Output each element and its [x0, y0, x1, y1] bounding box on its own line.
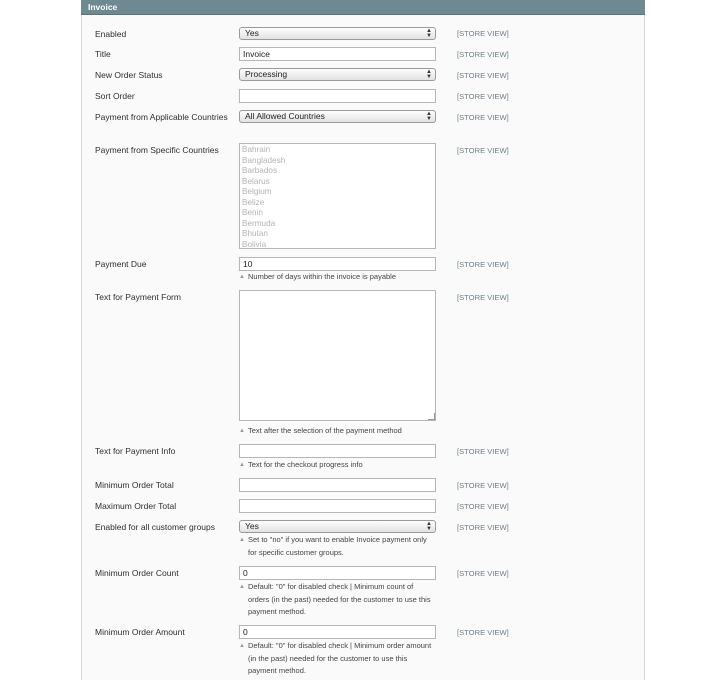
payment-info-text-note-text: Text for the checkout progress info: [248, 460, 363, 469]
sort-order-input[interactable]: [239, 89, 436, 103]
note-line: Set to "no" if you want to enable Invoice payment only: [248, 535, 427, 544]
note-arrow-icon: ▲: [239, 537, 245, 543]
country-option[interactable]: Belize: [242, 197, 265, 207]
max-order-total-scope: [STORE VIEW]: [457, 502, 509, 511]
country-option[interactable]: Bermuda: [242, 218, 276, 228]
country-option[interactable]: Benin: [242, 208, 263, 217]
note-line: Default: "0" for disabled check | Minimum count of: [248, 582, 414, 591]
min-order-amount-scope: [STORE VIEW]: [457, 628, 509, 637]
max-order-total-label: Maximum Order Total: [95, 501, 177, 511]
min-order-count-note: [239, 581, 443, 619]
min-order-amount-note: [239, 640, 443, 678]
payment-form-text-label: Text for Payment Form: [95, 292, 181, 302]
note-arrow-icon: ▲: [239, 428, 245, 434]
country-option[interactable]: Bahrain: [242, 145, 271, 154]
note-arrow-icon: ▲: [239, 462, 245, 468]
note-line: orders (in the past) needed for the customer to use this: [248, 594, 431, 604]
all-customer-groups-value: Yes: [245, 521, 259, 531]
section-header-invoice[interactable]: [81, 0, 645, 15]
note-line: (in the past) needed for the customer to use this: [248, 653, 408, 663]
applicable-countries-scope: [STORE VIEW]: [457, 113, 509, 122]
min-order-count-label: Minimum Order Count: [95, 568, 179, 578]
select-arrows-icon: ▲ ▼: [426, 521, 432, 532]
payment-due-note: [239, 271, 443, 284]
select-arrows-icon: ▲ ▼: [426, 111, 432, 122]
payment-form-text-note-text: Text after the selection of the payment method: [248, 426, 402, 435]
payment-info-text-input[interactable]: [239, 444, 436, 458]
note-arrow-icon: ▲: [239, 643, 245, 649]
sort-order-label: Sort Order: [95, 91, 135, 101]
note-line: payment method.: [248, 607, 306, 616]
select-arrows-icon: ▲ ▼: [426, 28, 432, 39]
select-arrows-icon: ▲ ▼: [426, 69, 432, 80]
payment-due-input[interactable]: 10: [239, 257, 436, 271]
payment-due-scope: [STORE VIEW]: [457, 260, 509, 269]
note-line: for specific customer groups.: [248, 547, 344, 557]
sort-order-scope: [STORE VIEW]: [457, 92, 509, 101]
new-order-status-select[interactable]: [239, 68, 436, 81]
max-order-total-input[interactable]: [239, 499, 436, 513]
resize-grip-icon[interactable]: [428, 413, 435, 420]
new-order-status-value: Processing: [245, 69, 288, 79]
min-order-count-input[interactable]: 0: [239, 566, 436, 580]
title-label: Title: [95, 49, 111, 59]
specific-countries-multiselect[interactable]: [239, 143, 436, 249]
min-order-count-scope: [STORE VIEW]: [457, 569, 509, 578]
payment-info-text-scope: [STORE VIEW]: [457, 447, 509, 456]
payment-info-text-note: [239, 459, 443, 472]
note-line: payment method.: [248, 666, 306, 675]
min-order-total-scope: [STORE VIEW]: [457, 481, 509, 490]
country-option[interactable]: Bangladesh: [242, 155, 286, 165]
country-option[interactable]: Belgium: [242, 187, 272, 196]
section-title: Invoice: [88, 2, 118, 12]
new-order-status-label: New Order Status: [95, 70, 163, 80]
country-option[interactable]: Bolivia: [242, 239, 267, 249]
all-customer-groups-select[interactable]: [239, 520, 436, 533]
min-order-amount-label: Minimum Order Amount: [95, 627, 185, 637]
min-order-total-label: Minimum Order Total: [95, 480, 174, 490]
note-arrow-icon: ▲: [239, 584, 245, 590]
enabled-scope: [STORE VIEW]: [457, 29, 509, 38]
payment-form-text-scope: [STORE VIEW]: [457, 293, 509, 302]
payment-due-label: Payment Due: [95, 259, 147, 269]
applicable-countries-label: Payment from Applicable Countries: [95, 112, 228, 122]
title-scope: [STORE VIEW]: [457, 50, 509, 59]
new-order-status-scope: [STORE VIEW]: [457, 71, 509, 80]
payment-info-text-label: Text for Payment Info: [95, 446, 176, 456]
payment-form-text-note: [239, 425, 443, 438]
enabled-select-value: Yes: [245, 28, 259, 38]
applicable-countries-value: All Allowed Countries: [245, 111, 325, 121]
payment-due-note-text: Number of days within the invoice is payable: [248, 272, 396, 281]
min-order-total-input[interactable]: [239, 478, 436, 492]
title-input[interactable]: Invoice: [239, 47, 436, 61]
min-order-amount-input[interactable]: 0: [239, 625, 436, 639]
enabled-label: Enabled: [95, 29, 127, 39]
note-line: Default: "0" for disabled check | Minimum order amount: [248, 641, 432, 650]
applicable-countries-select[interactable]: [239, 110, 436, 123]
enabled-select[interactable]: [239, 27, 436, 40]
all-customer-groups-note: [239, 534, 443, 559]
country-option[interactable]: Belarus: [242, 176, 270, 186]
country-option[interactable]: Bhutan: [242, 229, 268, 238]
note-arrow-icon: ▲: [239, 274, 245, 280]
all-customer-groups-label: Enabled for all customer groups: [95, 522, 216, 532]
payment-form-textarea[interactable]: [239, 290, 436, 421]
country-option[interactable]: Barbados: [242, 166, 278, 175]
all-customer-groups-scope: [STORE VIEW]: [457, 523, 509, 532]
specific-countries-scope: [STORE VIEW]: [457, 146, 509, 155]
specific-countries-label: Payment from Specific Countries: [95, 145, 219, 155]
